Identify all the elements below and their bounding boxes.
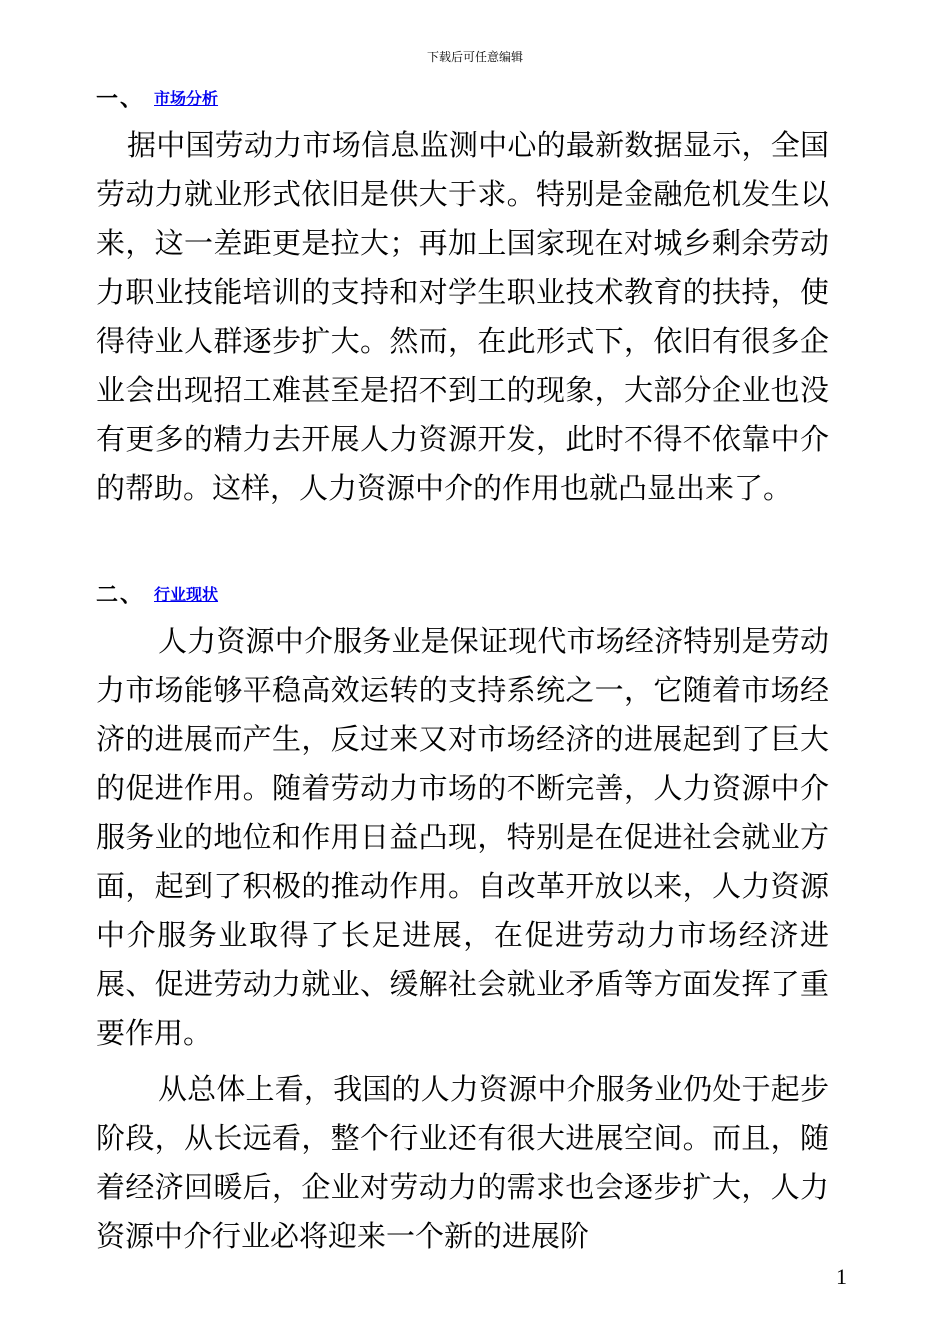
- section-link-industry-status[interactable]: 行业现状: [154, 584, 219, 604]
- header-note: 下载后可任意编辑: [426, 50, 523, 64]
- paragraph-industry-status-1: 人力资源中介服务业是保证现代市场经济特别是劳动力市场能够平稳高效运转的支持系统之一，它随着市场经济的进展而产生，反过来又对市场经济的进展起到了巨大的促进作用。随着劳动力市场的不断完善，人力资源中介服务业的地位和作用日益凸现，特别是在促进社会就业方面，起到了积极的推动作用。自改革开放以来，人力资源中介服务业取得了长足进展，在促进劳动力市场经济进展、促进劳动力就业、缓解社会就业矛盾等方面发挥了重要作用。: [96, 624, 829, 1050]
- section-link-market-analysis[interactable]: 市场分析: [154, 88, 219, 108]
- page-number: 1: [836, 1264, 847, 1289]
- section-heading-2: [96, 578, 218, 608]
- paragraph-market-analysis: 据中国劳动力市场信息监测中心的最新数据显示，全国劳动力就业形式依旧是供大于求。特别是金融危机发生以来，这一差距更是拉大；再加上国家现在对城乡剩余劳动力职业技能培训的支持和对学生职业技术教育的扶持，使得待业人群逐步扩大。然而，在此形式下，依旧有很多企业会出现招工难甚至是招不到工的现象，大部分企业也没有更多的精力去开展人力资源开发，此时不得不依靠中介的帮助。这样，人力资源中介的作用也就凸显出来了。: [96, 128, 829, 505]
- section-number: 一、: [96, 86, 145, 112]
- section-number: 二、: [96, 582, 145, 608]
- paragraph-industry-status-2: 从总体上看，我国的人力资源中介服务业仍处于起步阶段，从长远看，整个行业还有很大进展空间。而且，随着经济回暖后，企业对劳动力的需求也会逐步扩大，人力资源中介行业必将迎来一个新的进展阶: [96, 1072, 829, 1253]
- section-heading-1: [96, 82, 218, 112]
